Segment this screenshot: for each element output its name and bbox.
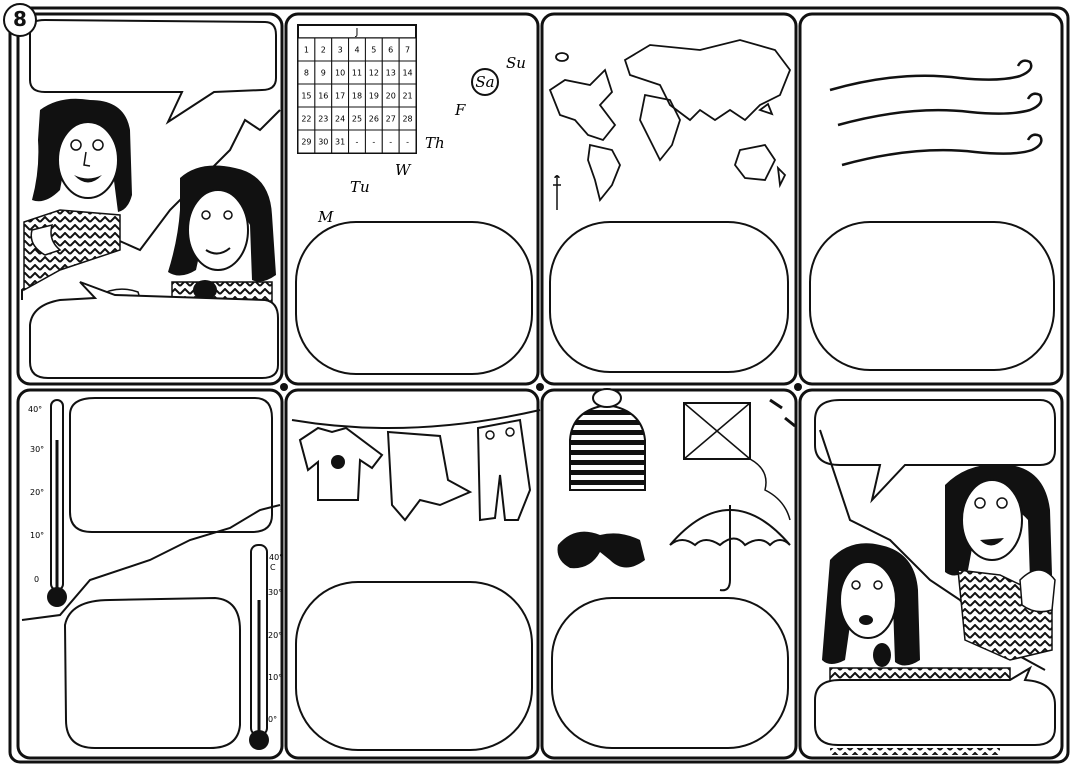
calendar-day: 15 [301, 91, 312, 101]
thermo-right-label: 10° [268, 673, 283, 682]
weekday-wed: W [395, 161, 411, 179]
panel-5-thermometers [18, 390, 283, 758]
speech-bubble-empty [552, 598, 788, 748]
speech-bubble-empty [810, 222, 1054, 370]
calendar-day: 11 [351, 68, 363, 78]
panel-8 [800, 390, 1062, 758]
calendar-day: 22 [301, 114, 312, 124]
calendar-day: 16 [318, 91, 329, 101]
speech-bubble-bottom [815, 668, 1055, 745]
page-number-badge: 8 [3, 3, 37, 37]
weekday-tue: Tu [350, 178, 370, 196]
thermo-left-label: 10° [30, 531, 45, 540]
weekday-sun: Su [506, 54, 526, 72]
thermo-right-label: 20° [268, 631, 283, 640]
calendar-day: 10 [335, 68, 346, 78]
calendar-day: 31 [335, 137, 346, 147]
calendar-day: 6 [388, 45, 394, 55]
calendar-day: 13 [385, 68, 396, 78]
panel-6-clothesline [286, 390, 540, 758]
weekday-mon: M [318, 208, 334, 226]
calendar-day: - [406, 137, 410, 147]
thermometer-right-icon [249, 545, 269, 750]
calendar-day: 12 [368, 68, 379, 78]
calendar-day: 8 [303, 68, 309, 78]
thermo-right-unit: C [270, 563, 276, 572]
weekday-thu: Th [425, 134, 445, 152]
panel-2-calendar [286, 14, 538, 384]
speech-bubble-empty [550, 222, 788, 372]
trousers-icon [478, 420, 530, 520]
thermo-left-label: 40° [28, 405, 43, 414]
thermo-right-label: 40° [269, 553, 284, 562]
calendar-day: 9 [320, 68, 326, 78]
calendar-day: - [372, 137, 376, 147]
calendar-day: 4 [354, 45, 360, 55]
panel-1 [18, 14, 282, 384]
calendar-day: 17 [335, 91, 346, 101]
calendar-day: 18 [351, 91, 363, 101]
calendar-day: 23 [318, 114, 329, 124]
microphone-icon [873, 643, 891, 667]
calendar-day: 26 [368, 114, 379, 124]
weekday-sat: Sa [475, 73, 495, 91]
calendar-day: 2 [320, 45, 326, 55]
speech-bubble-lower [65, 598, 240, 748]
calendar-day: 21 [402, 91, 413, 101]
calendar-day: 7 [405, 45, 411, 55]
calendar-day: 3 [337, 45, 343, 55]
calendar-day: 28 [402, 114, 413, 124]
weekday-fri: F [455, 101, 466, 119]
calendar-day: 14 [402, 68, 413, 78]
speech-bubble-empty [296, 222, 532, 374]
thermo-left-label: 30° [30, 445, 45, 454]
calendar-day: 30 [318, 137, 329, 147]
calendar-day: 25 [351, 114, 363, 124]
calendar-day: 20 [385, 91, 396, 101]
calendar-day: 29 [301, 137, 312, 147]
panel-7-weather-items [542, 389, 796, 758]
thermo-right-label: 30° [268, 588, 283, 597]
thermo-right-label: 0° [268, 715, 278, 724]
calendar-grid [298, 25, 416, 153]
calendar-day: 27 [385, 114, 396, 124]
calendar-day: - [355, 137, 359, 147]
panel-4-wind [800, 14, 1062, 384]
calendar-day: 19 [368, 91, 379, 101]
thermo-left-label: 0 [34, 575, 40, 584]
calendar-month: J [355, 27, 359, 38]
thermometer-left-icon [47, 400, 67, 607]
thermo-left-label: 20° [30, 488, 45, 497]
calendar-day: 24 [335, 114, 346, 124]
speech-bubble-upper [70, 398, 272, 532]
calendar-day: - [389, 137, 393, 147]
calendar-day: 1 [303, 45, 309, 55]
panel-3-world-map [542, 14, 796, 384]
speech-bubble-empty [296, 582, 532, 750]
calendar-day: 5 [371, 45, 377, 55]
